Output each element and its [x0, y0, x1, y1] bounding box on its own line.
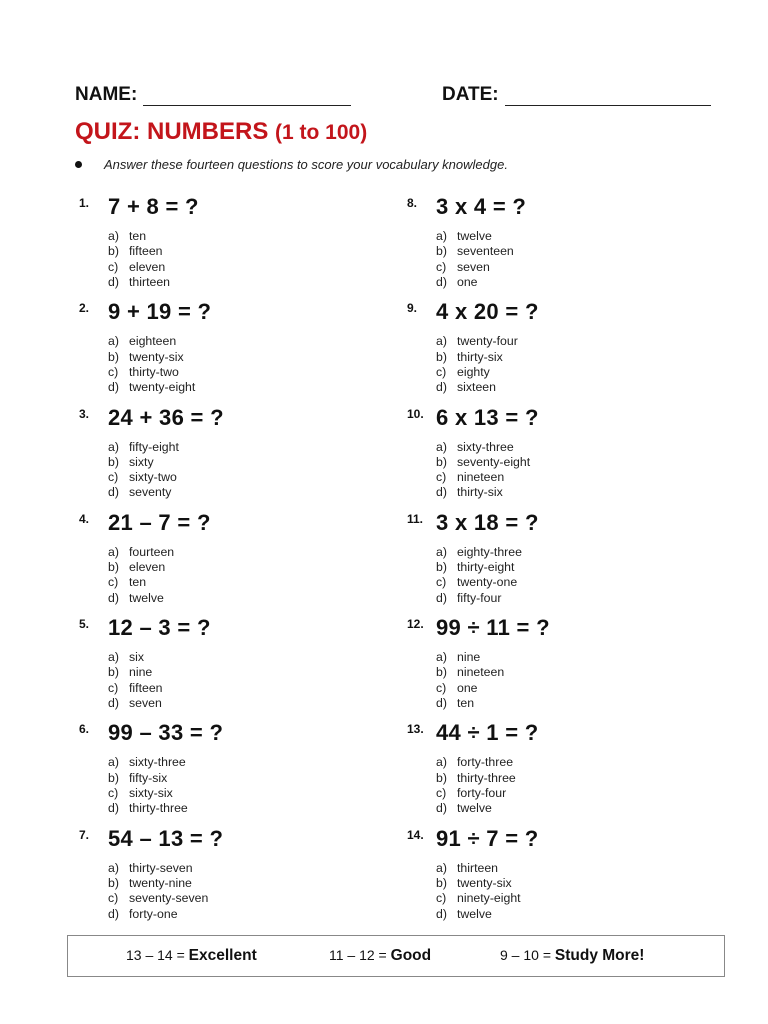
answer-option[interactable] — [436, 244, 514, 259]
option-letter: c) — [436, 786, 447, 801]
option-letter: d) — [108, 906, 119, 921]
score-label: Study More! — [554, 947, 645, 964]
option-text: twenty-eight — [129, 380, 196, 395]
option-text: ten — [457, 696, 475, 711]
option-text: thirteen — [129, 274, 171, 289]
question-item — [407, 194, 707, 299]
option-letter: a) — [436, 755, 447, 770]
answer-option[interactable] — [108, 260, 170, 275]
option-text: eleven — [129, 560, 166, 575]
question-problem: 4 x 20 = ? — [436, 299, 539, 325]
option-letter: a) — [436, 229, 447, 243]
question-item — [407, 720, 707, 825]
answer-option[interactable] — [436, 907, 521, 922]
option-text: nine — [457, 650, 481, 665]
answer-option[interactable] — [436, 455, 530, 470]
question-problem: 24 + 36 = ? — [108, 404, 224, 430]
question-problem: 12 – 3 = ? — [108, 615, 211, 641]
option-letter: d) — [436, 590, 447, 605]
option-text: one — [457, 274, 478, 289]
question-number: 2. — [79, 301, 90, 316]
quiz-title-range: (1 to 100) — [275, 121, 368, 144]
questions-right-column — [407, 194, 707, 931]
option-letter: a) — [108, 755, 119, 770]
option-text: seventy — [129, 485, 172, 500]
option-text: thirty-seven — [129, 860, 193, 875]
score-label: Good — [390, 947, 432, 964]
question-item — [79, 299, 379, 404]
option-text: thirty-three — [457, 770, 516, 785]
option-letter: b) — [108, 665, 119, 680]
answer-option[interactable] — [108, 681, 163, 696]
option-letter: b) — [436, 244, 447, 259]
option-letter: b) — [436, 454, 447, 469]
option-text: twelve — [129, 590, 164, 605]
answer-option[interactable] — [436, 786, 516, 801]
answer-options — [436, 334, 518, 395]
question-problem: 99 ÷ 11 = ? — [436, 615, 550, 641]
name-line[interactable] — [143, 85, 351, 106]
answer-option[interactable] — [108, 275, 170, 290]
option-text: eighteen — [129, 334, 177, 349]
answer-option[interactable] — [436, 365, 518, 380]
answer-option[interactable] — [108, 545, 174, 560]
option-text: thirty-three — [129, 801, 188, 816]
option-text: twenty-nine — [129, 876, 192, 891]
option-letter: a) — [436, 860, 447, 875]
score-item — [126, 947, 257, 965]
answer-option[interactable] — [436, 334, 518, 349]
question-number: 4. — [79, 511, 90, 526]
question-item — [79, 194, 379, 299]
option-letter: c) — [108, 891, 119, 906]
instructions — [75, 157, 508, 172]
option-letter: d) — [108, 485, 119, 500]
option-letter: b) — [108, 244, 119, 259]
question-item — [79, 826, 379, 931]
answer-option[interactable] — [436, 681, 504, 696]
option-text: thirty-eight — [457, 560, 515, 575]
score-range: 9 – 10 = — [500, 947, 551, 963]
quiz-title — [75, 118, 367, 146]
option-letter: c) — [108, 680, 119, 695]
date-label: DATE: — [442, 84, 499, 105]
question-number: 11. — [407, 511, 424, 526]
bullet-icon — [75, 161, 82, 168]
answer-option[interactable] — [108, 755, 188, 770]
option-text: twenty-six — [457, 876, 512, 891]
option-letter: d) — [108, 274, 119, 289]
option-letter: a) — [436, 650, 447, 665]
option-letter: d) — [108, 590, 119, 605]
option-text: sixty-six — [129, 786, 173, 801]
question-problem: 21 – 7 = ? — [108, 509, 211, 535]
option-text: sixty — [129, 454, 154, 469]
option-text: twelve — [457, 229, 492, 243]
option-text: nineteen — [457, 665, 505, 680]
answer-option[interactable] — [436, 440, 530, 455]
option-letter: d) — [436, 801, 447, 816]
answer-option[interactable] — [108, 244, 170, 259]
option-letter: d) — [436, 485, 447, 500]
option-letter: b) — [436, 349, 447, 364]
option-text: seventeen — [457, 244, 514, 259]
question-number: 3. — [79, 406, 90, 421]
answer-option[interactable] — [108, 861, 208, 876]
answer-option[interactable] — [108, 440, 179, 455]
option-letter: a) — [108, 860, 119, 875]
option-text: nineteen — [457, 470, 505, 485]
answer-options — [108, 755, 188, 816]
option-letter: c) — [108, 786, 119, 801]
option-letter: c) — [436, 891, 447, 906]
answer-options — [108, 861, 208, 922]
option-text: fourteen — [129, 544, 175, 559]
option-letter: c) — [436, 575, 447, 590]
option-letter: c) — [108, 470, 119, 485]
option-letter: c) — [108, 364, 119, 379]
option-text: seventy-seven — [129, 891, 209, 906]
answer-option[interactable] — [436, 876, 521, 891]
option-text: eighty-three — [457, 544, 522, 559]
question-problem: 99 – 33 = ? — [108, 720, 224, 746]
answer-options — [436, 650, 504, 711]
header-fields — [75, 84, 725, 112]
option-text: seven — [129, 696, 162, 711]
option-letter: a) — [108, 229, 119, 243]
answer-options — [436, 229, 514, 290]
answer-option[interactable] — [436, 650, 504, 665]
option-text: eighty — [457, 364, 490, 379]
answer-option[interactable] — [108, 229, 170, 244]
question-number: 6. — [79, 722, 90, 737]
answer-option[interactable] — [436, 229, 514, 244]
score-item — [500, 947, 644, 965]
name-field — [75, 84, 351, 106]
option-text: thirty-two — [129, 364, 179, 379]
option-text: ten — [129, 229, 147, 243]
answer-option[interactable] — [108, 876, 208, 891]
question-number: 14. — [407, 827, 424, 842]
question-item — [79, 720, 379, 825]
option-letter: c) — [436, 259, 447, 274]
score-range: 11 – 12 = — [329, 947, 387, 963]
answer-option[interactable] — [108, 907, 208, 922]
answer-option[interactable] — [436, 801, 516, 816]
answer-option[interactable] — [436, 380, 518, 395]
option-letter: b) — [108, 876, 119, 891]
option-letter: d) — [436, 380, 447, 395]
question-number: 13. — [407, 722, 424, 737]
option-letter: b) — [108, 349, 119, 364]
answer-option[interactable] — [436, 350, 518, 365]
option-letter: c) — [436, 680, 447, 695]
option-letter: d) — [108, 380, 119, 395]
quiz-title-main: QUIZ: NUMBERS — [75, 118, 269, 145]
answer-options — [108, 545, 174, 606]
answer-option[interactable] — [436, 260, 514, 275]
answer-option[interactable] — [108, 771, 188, 786]
option-text: forty-four — [457, 786, 507, 801]
answer-option[interactable] — [108, 575, 174, 590]
option-text: twenty-four — [457, 334, 518, 349]
option-letter: d) — [436, 696, 447, 711]
option-text: twenty-one — [457, 575, 518, 590]
question-number: 12. — [407, 617, 424, 632]
option-letter: d) — [108, 801, 119, 816]
option-text: forty-one — [129, 906, 178, 921]
answer-option[interactable] — [108, 380, 195, 395]
question-number: 5. — [79, 617, 90, 632]
option-text: fifty-eight — [129, 439, 179, 454]
answer-option[interactable] — [108, 350, 195, 365]
option-text: nine — [129, 665, 153, 680]
option-text: seven — [457, 259, 490, 274]
question-number: 9. — [407, 301, 418, 316]
question-item — [407, 299, 707, 404]
option-letter: b) — [436, 665, 447, 680]
option-text: one — [457, 680, 478, 695]
option-text: fifteen — [129, 680, 163, 695]
option-letter: a) — [436, 439, 447, 454]
question-problem: 6 x 13 = ? — [436, 404, 539, 430]
option-text: six — [129, 650, 145, 665]
option-text: ten — [129, 575, 147, 590]
answer-options — [436, 755, 516, 816]
question-problem: 7 + 8 = ? — [108, 194, 199, 219]
option-letter: d) — [436, 906, 447, 921]
option-text: thirteen — [457, 860, 499, 875]
answer-option[interactable] — [436, 545, 522, 560]
option-letter: a) — [436, 334, 447, 349]
option-letter: b) — [108, 560, 119, 575]
answer-option[interactable] — [436, 485, 530, 500]
question-problem: 44 ÷ 1 = ? — [436, 720, 539, 746]
question-number: 8. — [407, 196, 418, 210]
score-label: Excellent — [188, 947, 257, 964]
option-letter: c) — [436, 470, 447, 485]
answer-option[interactable] — [108, 365, 195, 380]
answer-options — [108, 334, 195, 395]
answer-options — [436, 545, 522, 606]
option-letter: d) — [436, 274, 447, 289]
question-item — [79, 405, 379, 510]
option-text: sixty-two — [129, 470, 177, 485]
answer-option[interactable] — [108, 801, 188, 816]
option-text: twenty-six — [129, 349, 184, 364]
option-text: forty-three — [457, 755, 514, 770]
answer-option[interactable] — [436, 891, 521, 906]
answer-option[interactable] — [436, 591, 522, 606]
option-letter: a) — [108, 439, 119, 454]
option-letter: a) — [108, 544, 119, 559]
option-text: sixteen — [457, 380, 496, 395]
option-letter: c) — [108, 259, 119, 274]
option-text: fifty-four — [457, 590, 502, 605]
answer-option[interactable] — [436, 861, 521, 876]
answer-option[interactable] — [108, 591, 174, 606]
answer-options — [108, 650, 163, 711]
option-letter: a) — [108, 334, 119, 349]
answer-option[interactable] — [436, 575, 522, 590]
answer-options — [436, 861, 521, 922]
score-range: 13 – 14 = — [126, 947, 185, 963]
answer-option[interactable] — [108, 455, 179, 470]
score-key — [67, 935, 725, 977]
option-letter: a) — [108, 650, 119, 665]
score-item — [329, 947, 431, 965]
option-letter: b) — [436, 876, 447, 891]
option-text: sixty-three — [129, 755, 186, 770]
question-number: 7. — [79, 827, 90, 842]
answer-option[interactable] — [108, 650, 163, 665]
option-letter: c) — [436, 364, 447, 379]
answer-option[interactable] — [436, 560, 522, 575]
question-item — [407, 510, 707, 615]
question-item — [407, 826, 707, 931]
answer-option[interactable] — [436, 696, 504, 711]
option-text: thirty-six — [457, 485, 503, 500]
option-text: fifteen — [129, 244, 163, 259]
questions-left-column — [79, 194, 379, 931]
answer-option[interactable] — [108, 786, 188, 801]
question-problem: 3 x 18 = ? — [436, 509, 539, 535]
option-text: seventy-eight — [457, 454, 531, 469]
answer-option[interactable] — [436, 755, 516, 770]
answer-option[interactable] — [108, 696, 163, 711]
option-text: twelve — [457, 906, 492, 921]
question-item — [79, 510, 379, 615]
answer-options — [108, 440, 179, 501]
question-number: 10. — [407, 406, 424, 421]
name-label: NAME: — [75, 84, 138, 105]
option-letter: a) — [436, 544, 447, 559]
option-text: ninety-eight — [457, 891, 521, 906]
option-letter: d) — [108, 696, 119, 711]
answer-option[interactable] — [108, 891, 208, 906]
option-text: eleven — [129, 259, 166, 274]
answer-option[interactable] — [436, 771, 516, 786]
answer-option[interactable] — [436, 275, 514, 290]
answer-option[interactable] — [108, 665, 163, 680]
question-problem: 54 – 13 = ? — [108, 825, 224, 851]
answer-option[interactable] — [108, 334, 195, 349]
question-problem: 3 x 4 = ? — [436, 194, 527, 219]
question-number: 1. — [79, 196, 90, 210]
option-letter: b) — [436, 770, 447, 785]
answer-option[interactable] — [436, 665, 504, 680]
question-problem: 91 ÷ 7 = ? — [436, 825, 539, 851]
option-text: sixty-three — [457, 439, 514, 454]
answer-options — [436, 440, 530, 501]
option-text: thirty-six — [457, 349, 503, 364]
question-item — [407, 405, 707, 510]
answer-option[interactable] — [108, 560, 174, 575]
answer-option[interactable] — [436, 470, 530, 485]
option-text: twelve — [457, 801, 492, 816]
date-line[interactable] — [505, 85, 711, 106]
question-item — [79, 615, 379, 720]
date-field — [442, 84, 711, 106]
instructions-text: Answer these fourteen questions to score your vocabulary knowledge. — [104, 157, 508, 172]
question-problem: 9 + 19 = ? — [108, 299, 212, 325]
option-letter: b) — [108, 454, 119, 469]
answer-option[interactable] — [108, 470, 179, 485]
answer-option[interactable] — [108, 485, 179, 500]
question-item — [407, 615, 707, 720]
option-text: fifty-six — [129, 770, 168, 785]
option-letter: b) — [436, 560, 447, 575]
option-letter: b) — [108, 770, 119, 785]
answer-options — [108, 229, 170, 290]
option-letter: c) — [108, 575, 119, 590]
